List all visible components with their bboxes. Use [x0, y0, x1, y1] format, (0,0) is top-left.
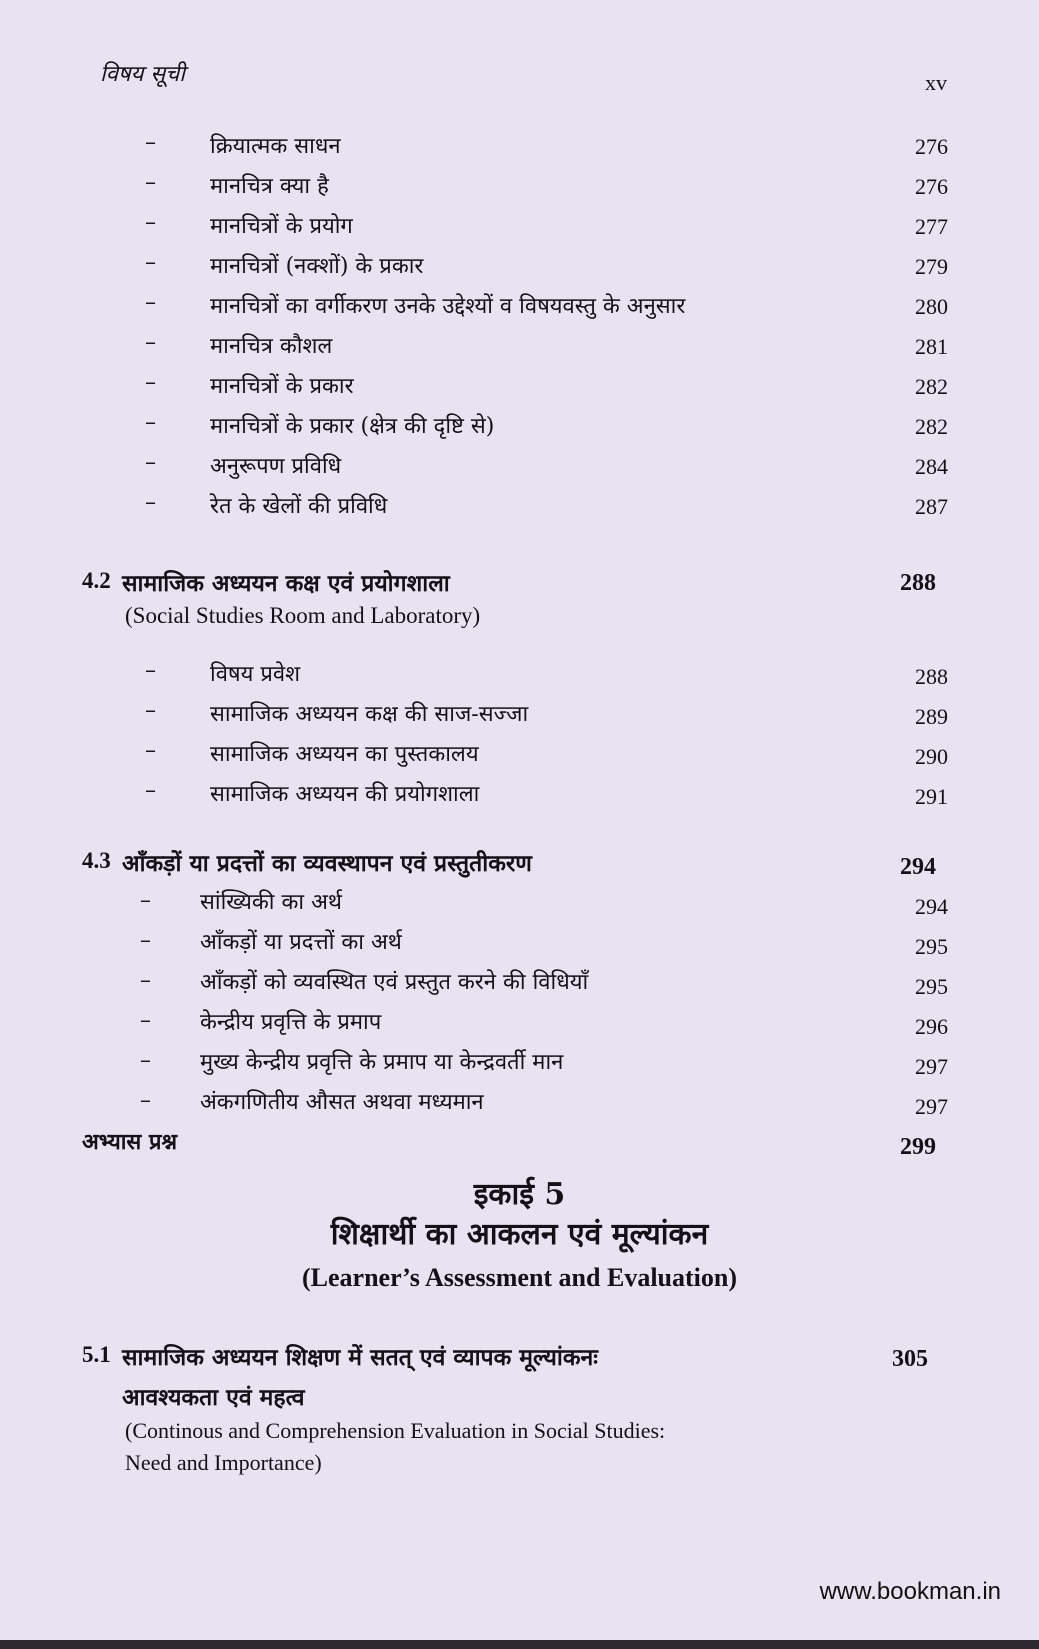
entry-dash: –	[140, 1048, 151, 1073]
toc-entry-page: 289	[915, 704, 948, 729]
toc-entry-label: विषय प्रवेश	[210, 662, 301, 687]
toc-entry-page: 291	[915, 784, 948, 809]
toc-entry-page: 287	[915, 494, 948, 519]
toc-entry-page: 276	[915, 174, 948, 199]
toc-entry-page: 276	[915, 134, 948, 159]
toc-entry-page: 280	[915, 294, 948, 319]
toc-entry-page: 277	[915, 214, 948, 239]
entry-dash: –	[145, 698, 156, 723]
entry-dash: –	[145, 250, 156, 275]
section-subtitle-english: (Social Studies Room and Laboratory)	[125, 603, 481, 628]
entry-dash: –	[145, 290, 156, 315]
toc-entry-label: मानचित्र क्या है	[210, 174, 329, 199]
section-title: आँकड़ों या प्रदत्तों का व्यवस्थापन एवं प्रस्तुतीकरण	[122, 850, 532, 877]
entry-dash: –	[145, 370, 156, 395]
toc-entry-page: 282	[915, 374, 948, 399]
entry-dash: –	[140, 1008, 151, 1033]
toc-entry-page: 281	[915, 334, 948, 359]
toc-entry-label: सांख्यिकी का अर्थ	[200, 890, 342, 915]
toc-entry-page: 295	[915, 934, 948, 959]
toc-entry-label: रेत के खेलों की प्रविधि	[210, 494, 388, 519]
toc-entry-label: केन्द्रीय प्रवृत्ति के प्रमाप	[200, 1010, 382, 1035]
toc-entry-label: मानचित्रों का वर्गीकरण उनके उद्देश्यों व विषयवस्तु के अनुसार	[210, 294, 686, 319]
toc-entry-page: 279	[915, 254, 948, 279]
entry-dash: –	[140, 888, 151, 913]
section-title-line2: आवश्यकता एवं महत्व	[122, 1384, 305, 1411]
toc-entry-label: मानचित्रों के प्रकार (क्षेत्र की दृष्टि से)	[210, 414, 495, 439]
unit-title-english: (Learner’s Assessment and Evaluation)	[301, 1263, 738, 1292]
toc-entry-label: सामाजिक अध्ययन की प्रयोगशाला	[210, 782, 480, 807]
toc-entry-label: आँकड़ों या प्रदत्तों का अर्थ	[200, 930, 402, 955]
toc-entry-label: सामाजिक अध्ययन कक्ष की साज-सज्जा	[210, 702, 529, 727]
section-title: सामाजिक अध्ययन कक्ष एवं प्रयोगशाला	[122, 570, 450, 597]
toc-entry-label: सामाजिक अध्ययन का पुस्तकालय	[210, 742, 479, 767]
running-header-title: विषय सूची	[100, 62, 185, 87]
entry-dash: –	[145, 330, 156, 355]
section-page: 294	[900, 854, 936, 880]
toc-entry-label: मानचित्र कौशल	[210, 334, 333, 359]
practice-questions-label: अभ्यास प्रश्न	[82, 1129, 178, 1155]
toc-entry-label: मानचित्रों के प्रकार	[210, 374, 354, 399]
toc-entry-label: क्रियात्मक साधन	[210, 134, 341, 159]
toc-entry-page: 297	[915, 1094, 948, 1119]
section-number: 4.3	[82, 848, 111, 873]
toc-entry-label: मानचित्रों (नक्शों) के प्रकार	[210, 254, 424, 279]
unit-label: इकाई 5	[473, 1177, 566, 1212]
section-page: 305	[892, 1346, 928, 1372]
toc-entry-page: 282	[915, 414, 948, 439]
entry-dash: –	[145, 170, 156, 195]
toc-entry-page: 296	[915, 1014, 948, 1039]
entry-dash: –	[140, 1088, 151, 1113]
section-subtitle-english-line1: (Continous and Comprehension Evaluation in Social Studies:	[125, 1418, 666, 1443]
toc-entry-label: मानचित्रों के प्रयोग	[210, 214, 353, 239]
toc-entry-label: मुख्य केन्द्रीय प्रवृत्ति के प्रमाप या केन्द्रवर्ती मान	[200, 1050, 564, 1075]
section-number: 5.1	[82, 1342, 111, 1367]
section-page: 288	[900, 570, 936, 596]
toc-entry-page: 297	[915, 1054, 948, 1079]
entry-dash: –	[145, 450, 156, 475]
toc-entry-label: अंकगणितीय औसत अथवा मध्यमान	[200, 1090, 484, 1115]
practice-questions-page: 299	[900, 1134, 936, 1160]
toc-entry-label: आँकड़ों को व्यवस्थित एवं प्रस्तुत करने की विधियाँ	[200, 970, 589, 995]
entry-dash: –	[140, 968, 151, 993]
entry-dash: –	[145, 778, 156, 803]
running-header-page-number: xv	[925, 70, 947, 95]
toc-entry-page: 288	[915, 664, 948, 689]
entry-dash: –	[140, 928, 151, 953]
entry-dash: –	[145, 130, 156, 155]
publisher-watermark: www.bookman.in	[819, 1578, 1001, 1605]
entry-dash: –	[145, 738, 156, 763]
entry-dash: –	[145, 410, 156, 435]
entry-dash: –	[145, 658, 156, 683]
page-bottom-edge	[0, 1640, 1039, 1649]
toc-entry-page: 295	[915, 974, 948, 999]
unit-title-hindi: शिक्षार्थी का आकलन एवं मूल्यांकन	[330, 1217, 709, 1252]
section-title-line1: सामाजिक अध्ययन शिक्षण में सतत् एवं व्यापक मूल्यांकनः	[122, 1344, 598, 1371]
entry-dash: –	[145, 490, 156, 515]
toc-entry-page: 294	[915, 894, 948, 919]
section-subtitle-english-line2: Need and Importance)	[125, 1450, 322, 1475]
section-number: 4.2	[82, 568, 111, 593]
toc-entry-page: 284	[915, 454, 948, 479]
toc-entry-page: 290	[915, 744, 948, 769]
toc-entry-label: अनुरूपण प्रविधि	[210, 454, 342, 479]
entry-dash: –	[145, 210, 156, 235]
